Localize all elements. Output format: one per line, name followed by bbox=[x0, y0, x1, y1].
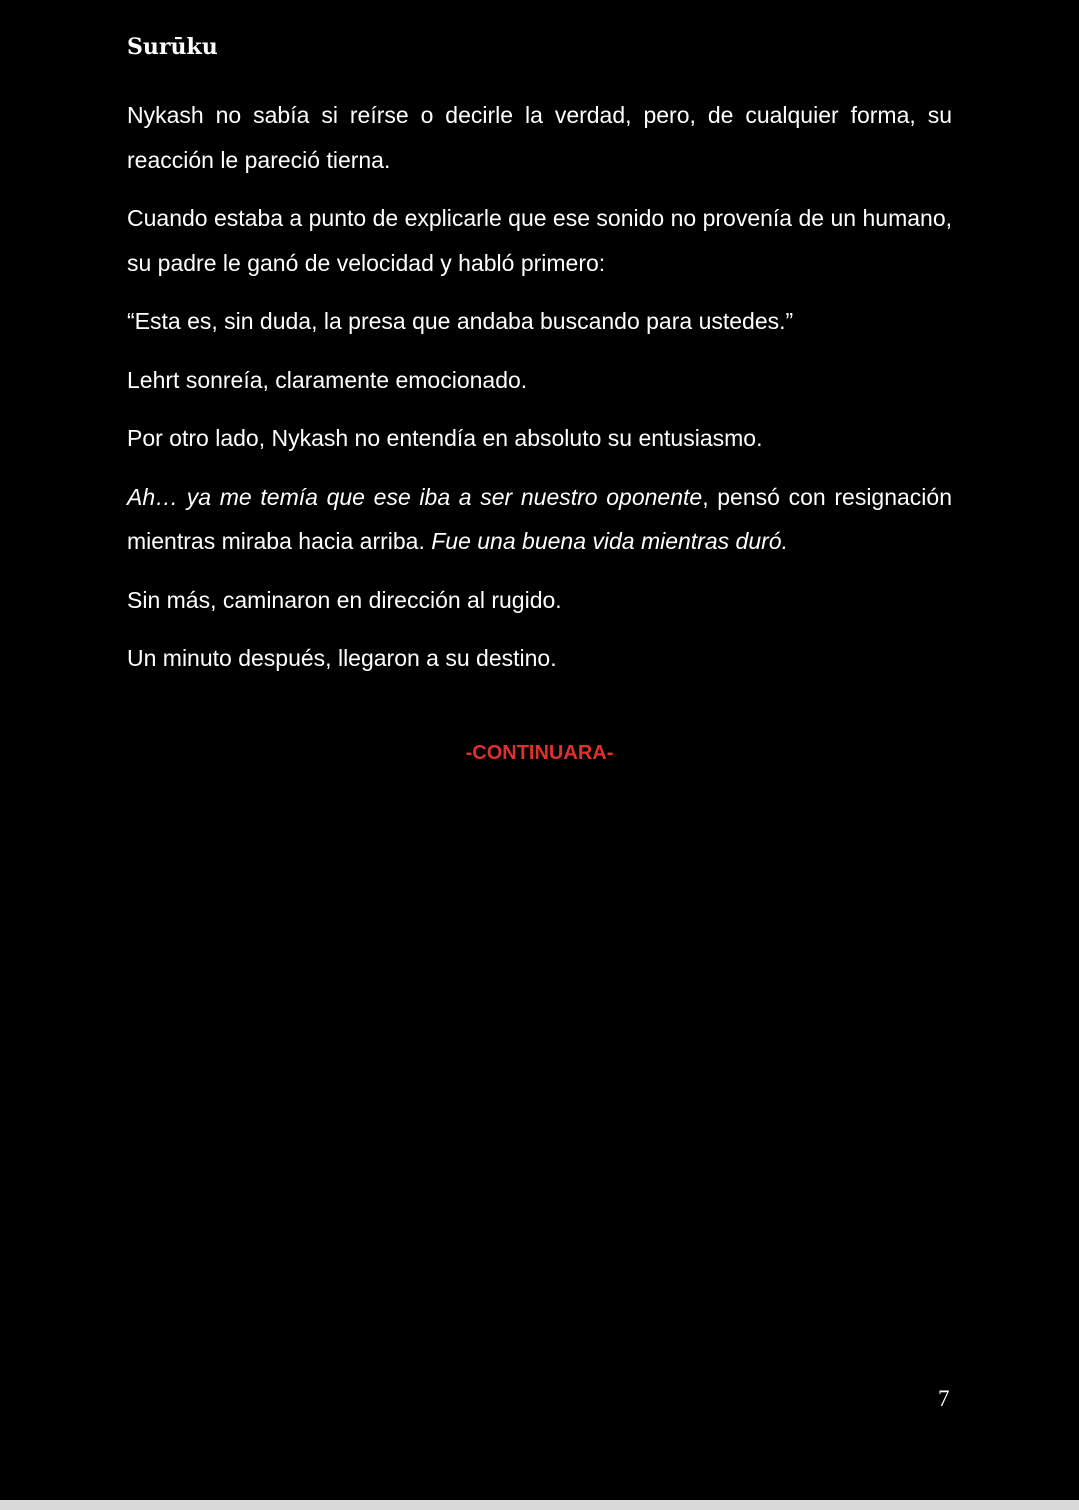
paragraph: Por otro lado, Nykash no entendía en absoluto su entusiasmo. bbox=[127, 425, 763, 451]
book-title: Surūku bbox=[127, 34, 218, 60]
inner-thought-text: Fue una buena vida mientras duró. bbox=[431, 528, 788, 554]
paragraph: Lehrt sonreía, claramente emocionado. bbox=[127, 366, 528, 393]
paragraph: Sin más, caminaron en dirección al rugido. bbox=[127, 586, 562, 613]
story-text bbox=[127, 93, 952, 695]
paragraph-thought bbox=[127, 475, 952, 564]
inner-thought-text: Ah… ya me temía que ese iba a ser nuestro oponente bbox=[127, 483, 703, 510]
narration-text: , pensó con resignación mientras miraba hacia arriba. bbox=[127, 483, 952, 554]
paragraph: Cuando estaba a punto de explicarle que ese sonido no provenía de un humano, su padre le ganó de velocidad y habló primero: bbox=[127, 205, 952, 276]
paragraph: “Esta es, sin duda, la presa que andaba buscando para ustedes.” bbox=[127, 308, 794, 334]
to-be-continued-label: -CONTINUARA- bbox=[465, 742, 614, 764]
paragraph: Nykash no sabía si reírse o decirle la verdad, pero, de cualquier forma, su reacción le pareció tierna. bbox=[127, 102, 952, 173]
page-bottom-edge bbox=[0, 1500, 1079, 1510]
page-number: 7 bbox=[938, 1386, 950, 1411]
paragraph: Un minuto después, llegaron a su destino. bbox=[127, 645, 557, 671]
